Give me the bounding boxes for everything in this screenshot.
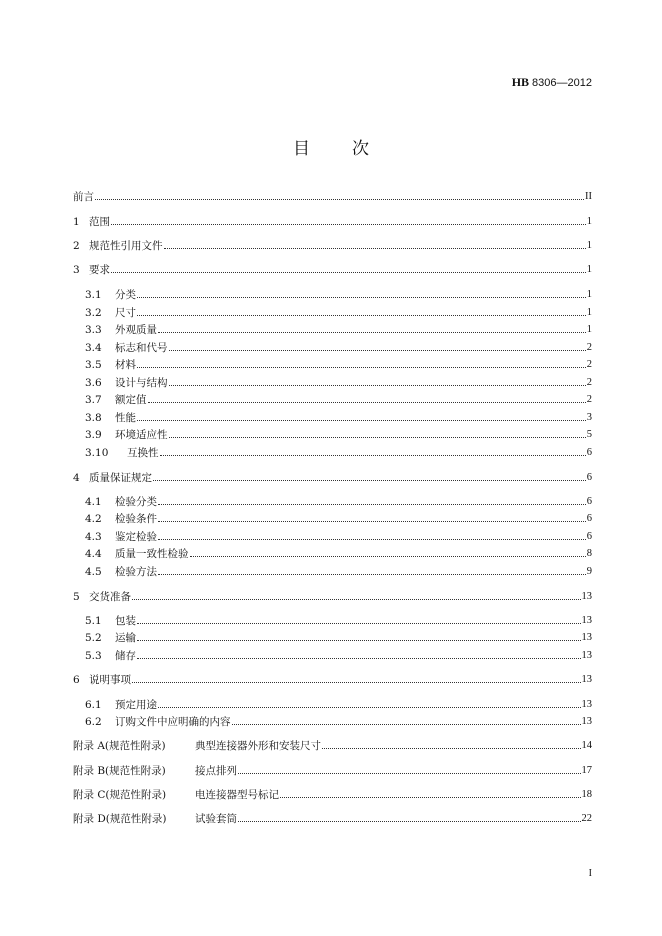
- toc-entry-page: 6: [586, 472, 592, 483]
- toc-entry[interactable]: [85, 713, 592, 729]
- toc-entry-number: 附录 C(规范性附录): [73, 789, 167, 801]
- toc-entry-label: 尺寸: [115, 307, 136, 319]
- toc-entry[interactable]: [85, 545, 592, 561]
- toc-entry-page: 2: [586, 394, 592, 405]
- toc-entry-number: 3.6: [85, 377, 102, 389]
- toc-leader-dots: [280, 797, 581, 798]
- toc-entry-page: 13: [581, 699, 592, 710]
- toc-entry-page: 6: [586, 496, 592, 507]
- toc-entry-number: 5.3: [85, 650, 102, 662]
- toc-entry-number: 4.5: [85, 566, 102, 578]
- toc-leader-dots: [95, 199, 584, 200]
- toc-entry-label: 运输: [115, 632, 136, 644]
- toc-entry[interactable]: [73, 188, 592, 204]
- toc-entry-page: 1: [586, 289, 592, 300]
- toc-entry-page: 2: [586, 342, 592, 353]
- toc-leader-dots: [148, 402, 586, 403]
- toc-entry-number: 3.5: [85, 359, 102, 371]
- toc-entry-number: 6: [73, 674, 80, 686]
- toc-entry[interactable]: [73, 810, 592, 826]
- toc-entry-page: 17: [581, 765, 592, 776]
- toc-entry-label: 质量保证规定: [89, 472, 152, 484]
- toc-entry-label: 环境适应性: [115, 429, 168, 441]
- footer-page-number: I: [588, 868, 592, 879]
- toc-leader-dots: [164, 248, 586, 249]
- toc-entry-page: 1: [586, 216, 592, 227]
- toc-leader-dots: [132, 682, 581, 683]
- toc-entry-page: 14: [581, 740, 592, 751]
- toc-entry[interactable]: [85, 426, 592, 442]
- toc-entry-page: 2: [586, 359, 592, 370]
- toc-entry[interactable]: [85, 304, 592, 320]
- toc-leader-dots: [158, 574, 586, 575]
- toc-entry-label: 检验条件: [115, 513, 157, 525]
- standard-number: 8306—2012: [532, 77, 592, 89]
- toc-entry-label: 质量一致性检验: [115, 548, 189, 560]
- toc-leader-dots: [111, 272, 586, 273]
- toc-leader-dots: [238, 821, 581, 822]
- toc-entry-number: 附录 B(规范性附录): [73, 765, 166, 777]
- toc-leader-dots: [158, 332, 586, 333]
- toc-entry-label: 检验方法: [115, 566, 157, 578]
- toc-entry-label: 包装: [115, 615, 136, 627]
- toc-entry-number: 3.2: [85, 307, 102, 319]
- toc-leader-dots: [158, 707, 581, 708]
- toc-entry-label: 设计与结构: [115, 377, 168, 389]
- toc-leader-dots: [169, 437, 586, 438]
- toc-entry-number: 6.1: [85, 699, 102, 711]
- toc-entry-number: 5.1: [85, 615, 102, 627]
- toc-entry-label: 订购文件中应明确的内容: [115, 716, 231, 728]
- toc-entry[interactable]: [85, 647, 592, 663]
- toc-entry-page: 6: [586, 447, 592, 458]
- toc-entry-page: 13: [581, 650, 592, 661]
- toc-entry-label: 储存: [115, 650, 136, 662]
- toc-leader-dots: [137, 658, 581, 659]
- toc-entry[interactable]: [85, 629, 592, 645]
- toc-entry-page: 1: [586, 324, 592, 335]
- toc-entry-page: 6: [586, 531, 592, 542]
- toc-entry[interactable]: [85, 321, 592, 337]
- toc-leader-dots: [137, 297, 586, 298]
- toc-leader-dots: [160, 455, 586, 456]
- toc-entry-label: 外观质量: [115, 324, 157, 336]
- toc-entry-number: 4.3: [85, 531, 102, 543]
- toc-leader-dots: [322, 748, 581, 749]
- table-of-contents: [73, 0, 592, 936]
- toc-entry-number: 3.3: [85, 324, 102, 336]
- toc-leader-dots: [169, 385, 586, 386]
- toc-entry-number: 3: [73, 264, 80, 276]
- toc-entry[interactable]: [73, 762, 592, 778]
- toc-entry-number: 3.1: [85, 289, 102, 301]
- toc-entry-page: 6: [586, 513, 592, 524]
- toc-leader-dots: [153, 480, 586, 481]
- toc-entry-label: 互换性: [127, 447, 159, 459]
- toc-entry-number: 5.2: [85, 632, 102, 644]
- toc-entry-number: 3.7: [85, 394, 102, 406]
- toc-entry-page: 5: [586, 429, 592, 440]
- toc-entry[interactable]: [73, 261, 592, 277]
- toc-entry[interactable]: [73, 588, 592, 604]
- toc-entry-page: 13: [581, 716, 592, 727]
- toc-entry[interactable]: [73, 469, 592, 485]
- standard-prefix: HB: [511, 75, 530, 89]
- toc-leader-dots: [137, 315, 586, 316]
- toc-leader-dots: [132, 599, 581, 600]
- toc-entry[interactable]: [85, 563, 592, 579]
- toc-entry-label: 接点排列: [195, 765, 237, 777]
- toc-entry[interactable]: [85, 696, 592, 712]
- toc-entry[interactable]: [85, 528, 592, 544]
- toc-leader-dots: [190, 556, 586, 557]
- toc-entry-number: 2: [73, 240, 80, 252]
- toc-leader-dots: [158, 539, 586, 540]
- toc-entry-page: 1: [586, 264, 592, 275]
- toc-entry-number: 4.1: [85, 496, 102, 508]
- toc-entry-label: 材料: [115, 359, 136, 371]
- toc-entry-label: 预定用途: [115, 699, 157, 711]
- toc-entry-page: 13: [581, 615, 592, 626]
- toc-entry-page: 22: [581, 813, 592, 824]
- toc-leader-dots: [111, 224, 586, 225]
- toc-entry-label: 性能: [115, 412, 136, 424]
- toc-entry-label: 规范性引用文件: [89, 240, 163, 252]
- toc-entry-number: 6.2: [85, 716, 102, 728]
- toc-entry-number: 3.8: [85, 412, 102, 424]
- toc-entry-page: 18: [581, 789, 592, 800]
- toc-leader-dots: [169, 350, 586, 351]
- toc-entry-label: 交货准备: [89, 591, 131, 603]
- toc-entry-page: 1: [586, 307, 592, 318]
- toc-leader-dots: [137, 420, 586, 421]
- toc-entry[interactable]: [73, 237, 592, 253]
- toc-entry-page: II: [585, 191, 592, 202]
- toc-leader-dots: [158, 521, 586, 522]
- toc-entry-page: 1: [586, 240, 592, 251]
- page-title: 目次: [293, 139, 411, 159]
- toc-entry-label: 典型连接器外形和安装尺寸: [195, 740, 321, 752]
- toc-entry-number: 3.4: [85, 342, 102, 354]
- toc-entry[interactable]: [85, 374, 592, 390]
- toc-entry-page: 13: [581, 674, 592, 685]
- toc-entry-page: 13: [581, 632, 592, 643]
- toc-leader-dots: [238, 773, 581, 774]
- toc-entry-label: 分类: [115, 289, 136, 301]
- toc-entry-label: 说明事项: [89, 674, 131, 686]
- toc-entry[interactable]: [73, 671, 592, 687]
- toc-entry-page: 3: [586, 412, 592, 423]
- toc-entry[interactable]: [85, 409, 592, 425]
- toc-entry-label: 检验分类: [115, 496, 157, 508]
- toc-entry-page: 2: [586, 377, 592, 388]
- toc-entry-number: 4: [73, 472, 80, 484]
- toc-leader-dots: [137, 640, 581, 641]
- toc-leader-dots: [137, 367, 586, 368]
- toc-entry-page: 8: [586, 548, 592, 559]
- toc-entry-label: 试验套筒: [195, 813, 237, 825]
- toc-entry-number: 附录 A(规范性附录): [73, 740, 166, 752]
- toc-entry-label: 范围: [89, 216, 110, 228]
- toc-entry[interactable]: [85, 493, 592, 509]
- toc-entry-number: 1: [73, 216, 80, 228]
- toc-leader-dots: [232, 724, 581, 725]
- toc-entry-label: 鉴定检验: [115, 531, 157, 543]
- toc-entry-label: 电连接器型号标记: [195, 789, 279, 801]
- toc-entry-label: 要求: [89, 264, 110, 276]
- toc-entry[interactable]: [85, 510, 592, 526]
- toc-entry-number: 5: [73, 591, 80, 603]
- toc-entry-number: 附录 D(规范性附录): [73, 813, 167, 825]
- toc-entry[interactable]: [85, 444, 592, 460]
- toc-entry[interactable]: [73, 737, 592, 753]
- toc-entry-label: 前言: [73, 191, 94, 203]
- toc-entry[interactable]: [85, 391, 592, 407]
- toc-entry[interactable]: [73, 786, 592, 802]
- toc-entry[interactable]: [85, 339, 592, 355]
- toc-entry[interactable]: [85, 286, 592, 302]
- toc-leader-dots: [158, 504, 586, 505]
- toc-entry-number: 4.2: [85, 513, 102, 525]
- toc-entry-number: 3.10: [85, 447, 109, 459]
- toc-entry[interactable]: [73, 213, 592, 229]
- toc-entry-label: 标志和代号: [115, 342, 168, 354]
- toc-entry[interactable]: [85, 356, 592, 372]
- toc-entry-page: 9: [586, 566, 592, 577]
- toc-entry-number: 3.9: [85, 429, 102, 441]
- toc-leader-dots: [137, 623, 581, 624]
- toc-entry-label: 额定值: [115, 394, 147, 406]
- toc-entry-number: 4.4: [85, 548, 102, 560]
- toc-entry-page: 13: [581, 591, 592, 602]
- toc-entry[interactable]: [85, 612, 592, 628]
